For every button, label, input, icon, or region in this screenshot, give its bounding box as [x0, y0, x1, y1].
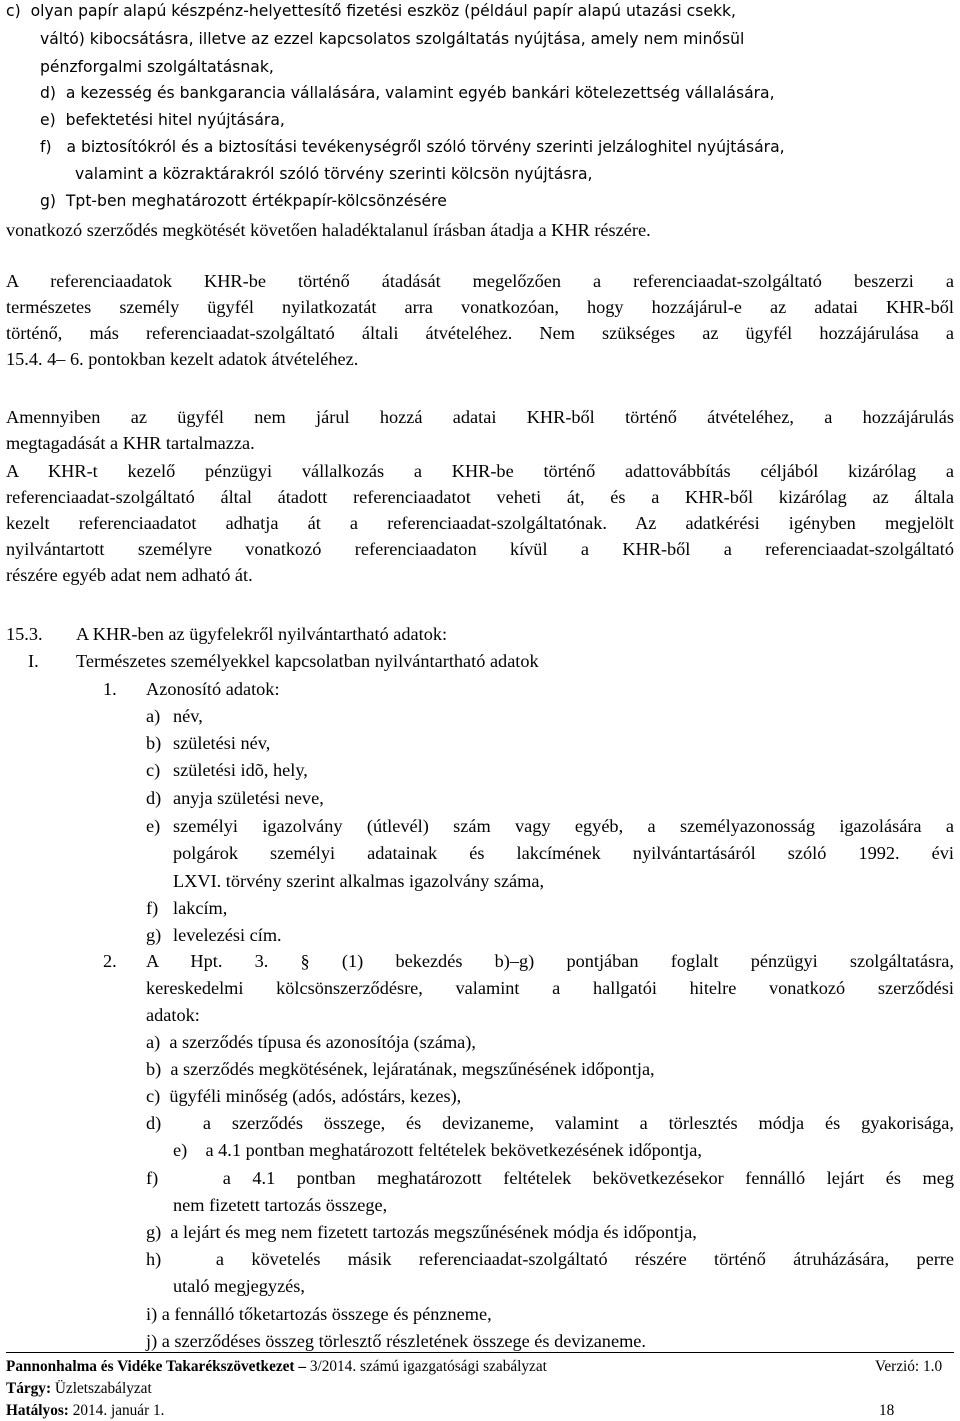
- sub-text: LXVI. törvény szerint alkalmas igazolvány száma,: [173, 871, 545, 891]
- sub-text: anyja születési neve,: [173, 788, 324, 808]
- list-item-f: f) a biztosítókról és a biztosítási tevékenységről szóló törvény szerinti jelzáloghitel nyújtására,: [40, 138, 785, 156]
- sub-item-cont: nem fizetett tartozás összege,: [173, 1195, 388, 1215]
- sub-item: j) a szerződéses összeg törlesztő részletének összege és devizaneme.: [146, 1331, 646, 1351]
- sub-item: h) a követelés másik referenciaadat-szolgáltató részére történő átruházására, perre: [146, 1249, 954, 1269]
- sub-item: b) a szerződés megkötésének, lejáratának, megszűnésének időpontja,: [146, 1059, 655, 1079]
- paragraph-line: 15.4. 4– 6. pontokban kezelt adatok átvételéhez.: [6, 349, 359, 369]
- sub-item: g) a lejárt és meg nem fizetett tartozás megszűnésének módja és időpontja,: [146, 1222, 697, 1242]
- list-item-e: e) befektetési hitel nyújtására,: [40, 111, 285, 129]
- section-number: 15.3.: [6, 624, 43, 644]
- sub-text: levelezési cím.: [173, 925, 282, 945]
- sub-item: a) a szerződés típusa és azonosítója (száma),: [146, 1032, 476, 1052]
- footer-effective-line: [6, 1403, 164, 1418]
- section-title: A KHR-ben az ügyfelekről nyilvántartható adatok:: [76, 624, 448, 644]
- sub-text: személyi igazolvány (útlevél) szám vagy egyéb, a személyazonosság igazolására a: [173, 816, 954, 836]
- paragraph-line: A referenciaadatok KHR-be történő átadását megelőzően a referenciaadat-szolgáltató beszerzi a: [6, 271, 954, 291]
- list-item-f-cont: valamint a közraktárakról szóló törvény szerinti kölcsön nyújtásra,: [75, 165, 593, 183]
- sub-item: e) a 4.1 pontban meghatározott feltételek bekövetkezésének időpontja,: [173, 1140, 702, 1160]
- sub-text: név,: [173, 706, 203, 726]
- footer-effective-label: Hatályos:: [6, 1402, 69, 1419]
- sub-label: a): [146, 706, 161, 726]
- item-number: 2.: [103, 951, 117, 971]
- sub-label: d): [146, 788, 162, 808]
- list-item-c-cont: váltó) kibocsátásra, illetve az ezzel kapcsolatos szolgáltatás nyújtása, amely nem minősül: [40, 30, 745, 48]
- part-number: I.: [28, 651, 39, 671]
- list-item-c: c) olyan papír alapú készpénz-helyettesítő fizetési eszköz (például papír alapú utazási csekk,: [6, 2, 736, 20]
- item-number: 1.: [103, 679, 117, 699]
- page-number: 18: [879, 1402, 895, 1419]
- sub-label: g): [146, 925, 162, 945]
- paragraph-line: történő, más referenciaadat-szolgáltató általi átvételéhez. Nem szükséges az ügyfél hozzájárulása a: [6, 323, 954, 343]
- footer-subject: Üzletszabályzat: [54, 1380, 152, 1397]
- sub-text: polgárok személyi adatainak és lakcímének nyilvántartásáról szóló 1992. évi: [173, 843, 954, 863]
- sub-label: b): [146, 733, 162, 753]
- sub-text: lakcím,: [173, 898, 228, 918]
- list-item-g: g) Tpt-ben meghatározott értékpapír-kölcsönzésére: [40, 192, 447, 210]
- item-title: Azonosító adatok:: [146, 679, 280, 699]
- paragraph-line: részére egyéb adat nem adható át.: [6, 565, 253, 585]
- list-item-d: d) a kezesség és bankgarancia vállalására, valamint egyéb bankári kötelezettség vállalására,: [40, 84, 775, 102]
- paragraph-vonatkozo: vonatkozó szerződés megkötését követően haladéktalanul írásban átadja a KHR részére.: [6, 220, 651, 240]
- paragraph-line: referenciaadat-szolgáltató által átadott referenciaadatot veheti át, és a KHR-ből kizárólag az általa: [6, 487, 954, 507]
- paragraph-line: nyilvántartott személyre vonatkozó referenciaadaton kívül a KHR-ből a referenciaadat-szolgáltató: [6, 539, 954, 559]
- sub-label: f): [146, 898, 159, 918]
- paragraph-line: kezelt referenciaadatot adhatja át a referenciaadat-szolgáltatónak. Az adatkérési igényben megjelölt: [6, 513, 954, 533]
- list-item-c-cont: pénzforgalmi szolgáltatásnak,: [40, 58, 274, 76]
- sub-text: születési név,: [173, 733, 271, 753]
- sub-item: c) ügyféli minőség (adós, adóstárs, kezes),: [146, 1086, 462, 1106]
- footer-rule: [6, 1352, 954, 1353]
- sub-item: f) a 4.1 pontban meghatározott feltételek bekövetkezésekor fennálló lejárt és meg: [146, 1168, 954, 1188]
- sub-item: i) a fennálló tőketartozás összege és pénzneme,: [146, 1304, 492, 1324]
- part-title: Természetes személyekkel kapcsolatban nyilvántartható adatok: [76, 651, 539, 671]
- paragraph-line: természetes személy ügyfél nyilatkozatát arra vonatkozóan, hogy hozzájárul-e az adatai KHR-ből: [6, 297, 954, 317]
- sub-item-cont: utaló megjegyzés,: [173, 1276, 305, 1296]
- footer-subject-label: Tárgy:: [6, 1380, 52, 1397]
- footer-doc-number: 3/2014.: [309, 1358, 357, 1375]
- sub-label: c): [146, 760, 161, 780]
- item-text: A Hpt. 3. § (1) bekezdés b)–g) pontjában foglalt pénzügyi szolgáltatásra,: [146, 951, 954, 971]
- paragraph-line: Amennyiben az ügyfél nem járul hozzá adatai KHR-ből történő átvételéhez, a hozzájárulás: [6, 407, 954, 427]
- footer-subject-line: [6, 1381, 152, 1396]
- footer-effective-date: 2014. január 1.: [72, 1402, 165, 1419]
- sub-item: d) a szerződés összege, és devizaneme, valamint a törlesztés módja és gyakorisága,: [146, 1113, 954, 1133]
- paragraph-line: megtagadását a KHR tartalmazza.: [6, 433, 255, 453]
- sub-label: e): [146, 816, 161, 836]
- footer-doc-type: számú igazgatósági szabályzat: [360, 1358, 547, 1375]
- footer-org: Pannonhalma és Vidéke Takarékszövetkezet: [6, 1358, 295, 1375]
- item-text: adatok:: [146, 1005, 200, 1025]
- paragraph-line: A KHR-t kezelő pénzügyi vállalkozás a KHR-be történő adattovábbítás céljából kizárólag a: [6, 461, 954, 481]
- footer-version: Verzió: 1.0: [875, 1358, 943, 1375]
- sub-text: születési idõ, hely,: [173, 760, 308, 780]
- footer-doc-line: Pannonhalma és Vidéke Takarékszövetkezet – 3/2014. számú igazgatósági szabályzat: [6, 1358, 547, 1375]
- item-text: kereskedelmi kölcsönszerződésre, valamint a hallgatói hitelre vonatkozó szerződési: [146, 978, 954, 998]
